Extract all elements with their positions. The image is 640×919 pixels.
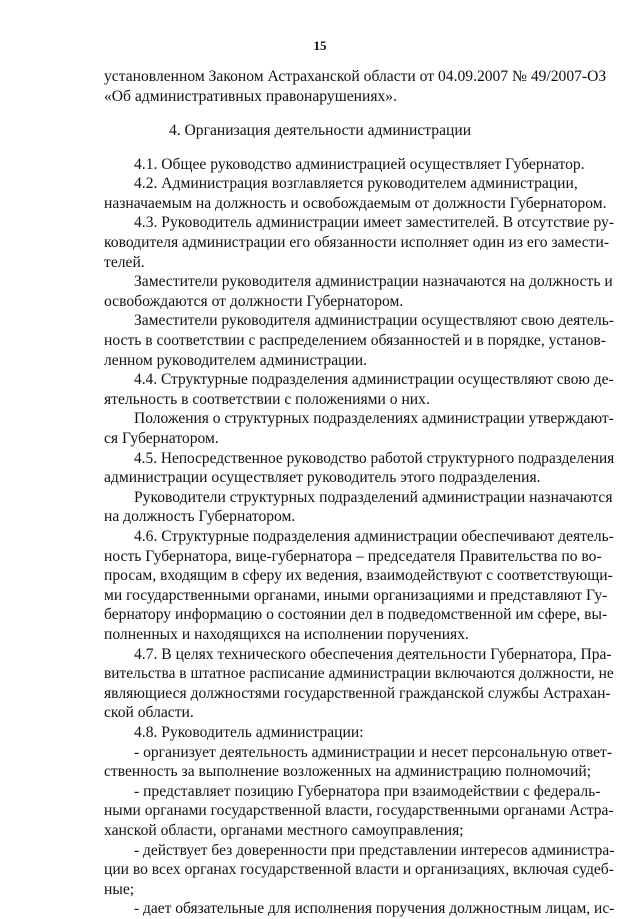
- text-line: являющиеся должностями государственной гражданской службы Астрахан-: [104, 685, 611, 702]
- text-line: 4.3. Руководитель администрации имеет заместителей. В отсутствие ру-: [134, 214, 615, 231]
- text-line: ственность за выполнение возложенных на администрацию полномочий;: [104, 763, 592, 780]
- text-line: ми государственными органами, иными организациями и представляют Гу-: [104, 587, 608, 604]
- text-line: - представляет позицию Губернатора при взаимодействии с федераль-: [134, 783, 601, 800]
- text-line: «Об административных правонарушениях».: [104, 88, 397, 105]
- text-line: назначаемым на должность и освобождаемым от должности Губернатором.: [104, 195, 607, 212]
- text-line: ханской области, органами местного самоуправления;: [104, 822, 464, 839]
- text-line: - организует деятельность администрации и несет персональную ответ-: [134, 744, 613, 761]
- text-line: Заместители руководителя администрации назначаются на должность и: [134, 273, 613, 290]
- text-line: 4.8. Руководитель администрации:: [134, 724, 364, 741]
- text-line: 4.1. Общее руководство администрацией осуществляет Губернатор.: [134, 156, 585, 173]
- text-line: ленном руководителем администрации.: [104, 352, 368, 369]
- text-line: установленном Законом Астраханской области от 04.09.2007 № 49/2007-ОЗ: [104, 68, 607, 85]
- text-line: - действует без доверенности при представлении интересов администра-: [134, 842, 615, 859]
- text-line: - дает обязательные для исполнения поручения должностным лицам, ис-: [134, 900, 615, 917]
- text-line: полненных и находящихся на исполнении поручениях.: [104, 626, 469, 643]
- text-line: ными органами государственной власти, государственными органами Астра-: [104, 802, 614, 819]
- text-line: 4.4. Структурные подразделения администрации осуществляют свою де-: [134, 371, 614, 388]
- text-line: просам, входящим в сферу их ведения, взаимодействуют с соответствующи-: [104, 567, 613, 584]
- text-line: ные;: [104, 881, 135, 898]
- text-line: на должность Губернатором.: [104, 508, 296, 525]
- text-line: ность Губернатора, вице-губернатора – председателя Правительства по во-: [104, 548, 602, 565]
- text-line: ся Губернатором.: [104, 430, 219, 447]
- text-line: 4.5. Непосредственное руководство работой структурного подразделения: [134, 450, 615, 467]
- text-line: освобождаются от должности Губернатором.: [104, 293, 404, 310]
- text-line: Руководители структурных подразделений администрации назначаются: [134, 489, 613, 506]
- section-heading: 4. Организация деятельности администрации: [168, 122, 472, 139]
- text-line: ской области.: [104, 704, 194, 721]
- text-line: телей.: [104, 254, 145, 271]
- text-line: ководителя администрации его обязанности исполняет один из его замести-: [104, 234, 610, 251]
- text-line: ятельность в соответствии с положениями о них.: [104, 391, 430, 408]
- text-line: 4.6. Структурные подразделения администрации обеспечивают деятель-: [134, 528, 614, 545]
- text-line: 4.7. В целях технического обеспечения деятельности Губернатора, Пра-: [134, 646, 612, 663]
- text-line: вительства в штатное расписание администрации включаются должности, не: [104, 665, 614, 682]
- text-line: бернатору информацию о состоянии дел в подведомственной им сфере, вы-: [104, 606, 608, 623]
- text-line: ции во всех органах государственной власти и организациях, включая судеб-: [104, 861, 614, 878]
- text-line: Заместители руководителя администрации осуществляют свою деятель-: [134, 312, 614, 329]
- page-number: 15: [313, 38, 327, 53]
- text-line: ность в соответствии с распределением обязанностей и в порядке, установ-: [104, 332, 606, 349]
- text-line: 4.2. Администрация возглавляется руководителем администрации,: [134, 175, 578, 192]
- text-line: администрации осуществляет руководитель этого подразделения.: [104, 469, 541, 486]
- text-line: Положения о структурных подразделениях администрации утверждают-: [134, 410, 614, 427]
